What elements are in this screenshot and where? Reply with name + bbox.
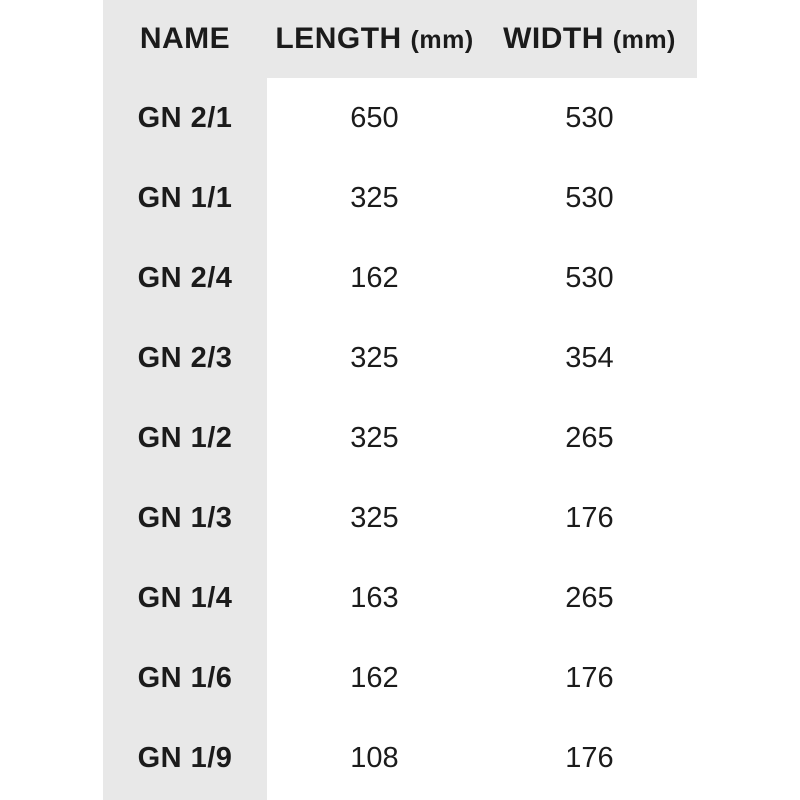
cell-name: GN 1/1: [137, 181, 233, 214]
cell-length: 325: [350, 341, 399, 374]
table-row: [103, 78, 697, 158]
cell-width: 176: [565, 741, 614, 774]
column-header-length: [267, 0, 482, 78]
column-header-name-label: NAME: [139, 22, 231, 55]
table-header-row: [103, 0, 697, 78]
cell-name: GN 1/2: [137, 421, 233, 454]
cell-width: 176: [565, 661, 614, 694]
cell-name: GN 1/4: [137, 581, 233, 614]
cell-width: 354: [565, 341, 614, 374]
cell-length: 325: [350, 421, 399, 454]
cell-length: 108: [350, 741, 399, 774]
cell-width: 530: [565, 101, 614, 134]
cell-name: GN 1/6: [137, 661, 233, 694]
table-row: [103, 238, 697, 318]
cell-length: 162: [350, 261, 399, 294]
cell-width: 176: [565, 501, 614, 534]
cell-name: GN 1/9: [137, 741, 233, 774]
column-header-width-unit: (mm): [612, 26, 676, 54]
cell-width: 265: [565, 581, 614, 614]
table-row: [103, 718, 697, 798]
column-header-width: [482, 0, 697, 78]
cell-name: GN 2/4: [137, 261, 233, 294]
gastronorm-size-table: [103, 0, 697, 798]
cell-name: GN 1/3: [137, 501, 233, 534]
column-header-length-unit: (mm): [410, 26, 474, 54]
column-header-length-label: LENGTH: [275, 22, 402, 55]
cell-length: 325: [350, 181, 399, 214]
cell-width: 265: [565, 421, 614, 454]
cell-length: 650: [350, 101, 399, 134]
cell-length: 162: [350, 661, 399, 694]
cell-name: GN 2/1: [137, 101, 233, 134]
cell-name: GN 2/3: [137, 341, 233, 374]
cell-length: 163: [350, 581, 399, 614]
table-row: [103, 398, 697, 478]
table-row: [103, 558, 697, 638]
table-row: [103, 318, 697, 398]
cell-width: 530: [565, 261, 614, 294]
cell-length: 325: [350, 501, 399, 534]
table-row: [103, 638, 697, 718]
table-row: [103, 158, 697, 238]
cell-width: 530: [565, 181, 614, 214]
table-row: [103, 478, 697, 558]
column-header-name: [103, 0, 267, 78]
column-header-width-label: WIDTH: [503, 22, 604, 55]
